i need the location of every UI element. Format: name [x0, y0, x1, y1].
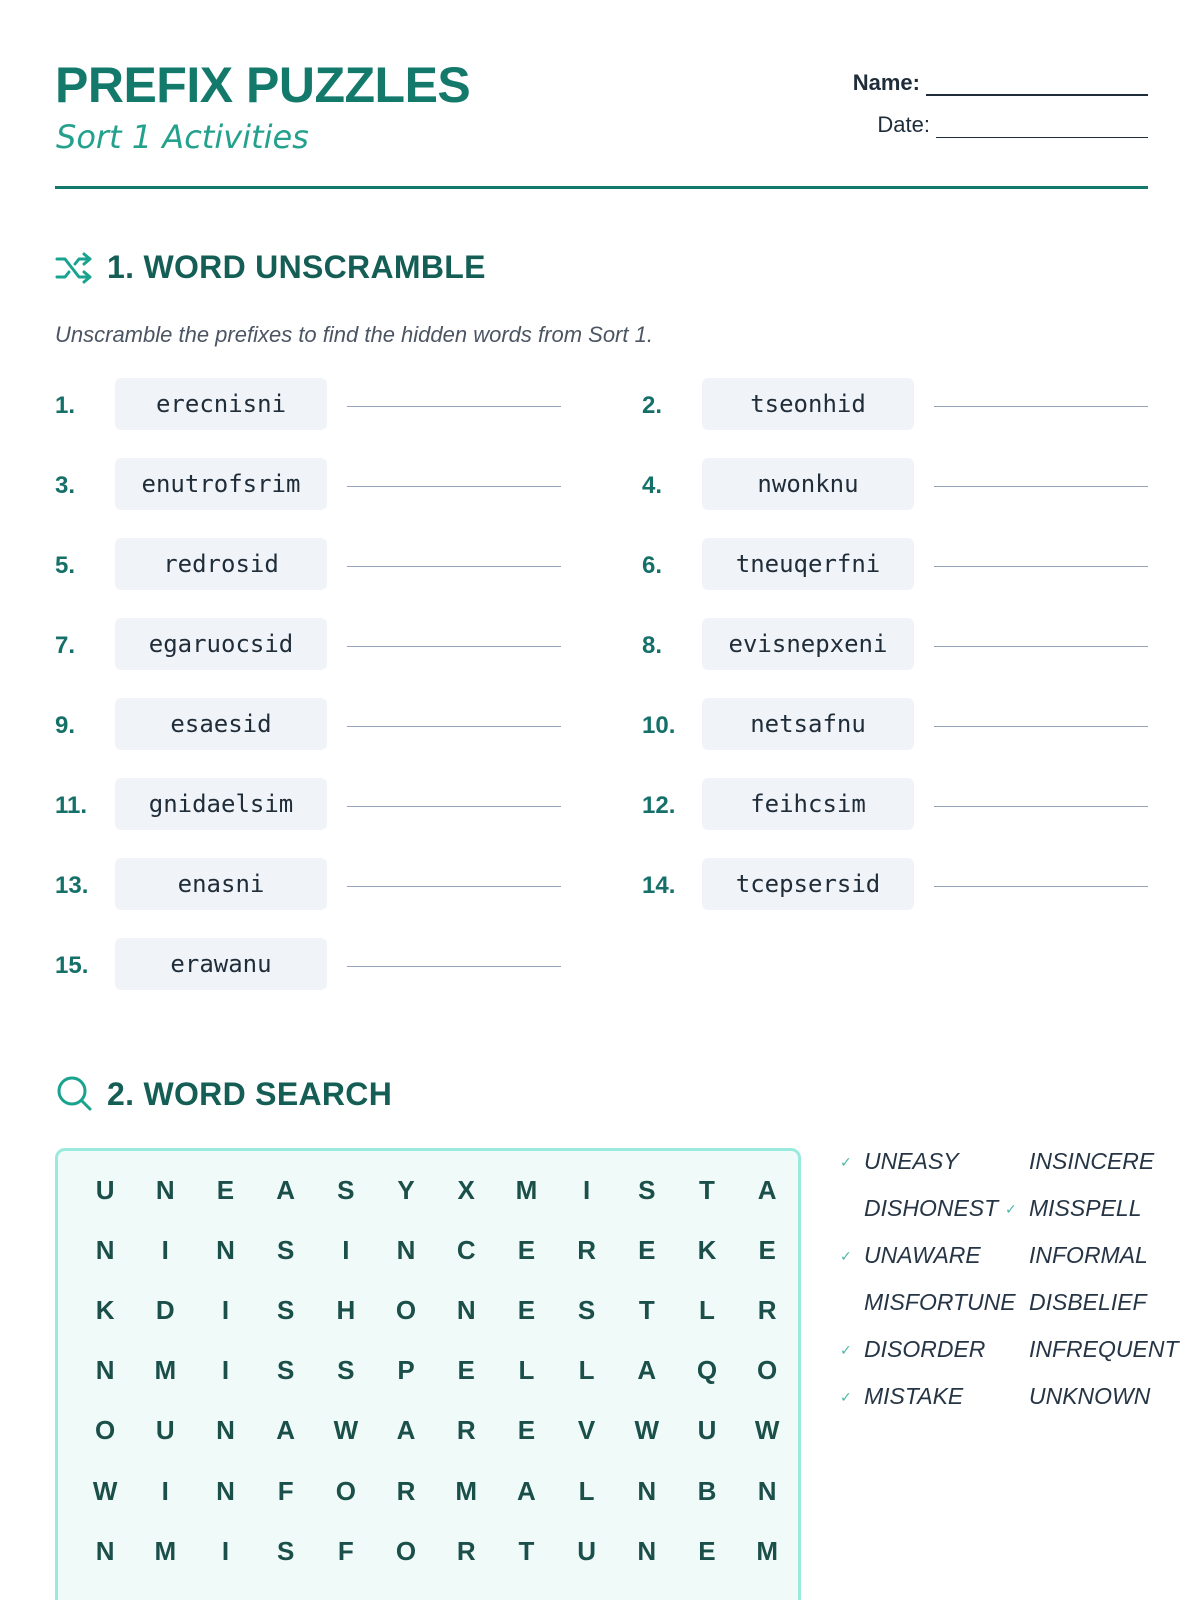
grid-cell[interactable]: Y [397, 1174, 415, 1205]
word-list-item [1005, 1148, 1154, 1175]
item-number: 11. [55, 792, 88, 819]
grid-cell[interactable]: I [221, 1294, 230, 1325]
grid-cell[interactable]: P [397, 1355, 415, 1386]
grid-cell[interactable]: C [456, 1234, 476, 1265]
word-list-word: UNAWARE [864, 1242, 981, 1268]
date-blank[interactable] [936, 118, 1148, 138]
item-number: 4. [642, 472, 663, 499]
grid-cell[interactable]: A [276, 1174, 296, 1205]
grid-cell[interactable]: A [276, 1415, 296, 1446]
grid-cell[interactable]: U [95, 1174, 115, 1205]
grid-cell[interactable]: E [216, 1174, 235, 1205]
grid-cell[interactable]: M [154, 1355, 177, 1386]
scrambled-word: erecnisni [115, 378, 327, 430]
word-list-word: MISTAKE [864, 1383, 964, 1409]
date-label: Date: [877, 112, 930, 137]
grid-cell[interactable]: Q [696, 1355, 718, 1386]
grid-cell[interactable]: N [95, 1234, 115, 1265]
grid-cell[interactable]: E [638, 1234, 656, 1265]
grid-cell[interactable]: L [518, 1355, 535, 1386]
grid-cell[interactable]: S [337, 1174, 355, 1205]
section-heading: 2. WORD SEARCH [107, 1075, 393, 1112]
date-field[interactable] [877, 112, 1148, 138]
search-icon [55, 1074, 95, 1114]
grid-cell[interactable]: O [335, 1475, 356, 1506]
grid-cell[interactable]: N [95, 1355, 115, 1386]
scrambled-word: redrosid [115, 538, 327, 590]
grid-cell[interactable]: E [457, 1355, 475, 1386]
item-number: 14. [642, 872, 676, 899]
grid-cell[interactable]: F [337, 1535, 354, 1566]
word-list-word: DISHONEST [864, 1195, 999, 1221]
word-list-word: MISFORTUNE [864, 1289, 1016, 1315]
check-icon: ✓ [840, 1247, 852, 1264]
answer-blank[interactable] [934, 806, 1148, 807]
grid-cell[interactable]: S [276, 1234, 295, 1265]
grid-cell[interactable]: A [517, 1475, 536, 1506]
unscramble-item [642, 378, 1162, 430]
grid-cell[interactable]: D [155, 1294, 175, 1325]
unchecked-icon [1005, 1342, 1021, 1358]
unscramble-item [55, 858, 575, 910]
unchecked-icon [840, 1201, 856, 1217]
grid-cell[interactable]: N [637, 1535, 657, 1566]
scrambled-word: tseonhid [702, 378, 914, 430]
unchecked-icon [1005, 1248, 1021, 1264]
grid-cell[interactable]: R [456, 1535, 476, 1566]
grid-cell[interactable]: N [757, 1475, 777, 1506]
word-list-row [855, 1289, 1180, 1336]
word-list-item [840, 1383, 963, 1410]
grid-cell[interactable]: A [757, 1174, 777, 1205]
answer-blank[interactable] [347, 966, 561, 967]
word-list-item [1005, 1195, 1142, 1222]
word-list-item [1005, 1242, 1148, 1269]
unscramble-item [642, 858, 1162, 910]
word-list-item [1005, 1383, 1150, 1410]
unchecked-icon [1005, 1389, 1021, 1405]
grid-cell[interactable]: O [395, 1294, 417, 1325]
item-number: 1. [55, 392, 76, 419]
word-list-word: MISSPELL [1029, 1195, 1142, 1221]
item-number: 15. [55, 952, 89, 979]
scrambled-word: esaesid [115, 698, 327, 750]
scrambled-word: gnidaelsim [115, 778, 327, 830]
answer-blank[interactable] [347, 566, 561, 567]
scrambled-word: tneuqerfni [702, 538, 914, 590]
grid-cell[interactable]: S [337, 1355, 355, 1386]
grid-cell[interactable]: M [756, 1535, 778, 1566]
unscramble-item [55, 618, 575, 670]
grid-cell[interactable]: S [577, 1294, 596, 1325]
unscramble-item [642, 458, 1162, 510]
page-subtitle: Sort 1 Activities [56, 118, 309, 156]
grid-cell[interactable]: A [637, 1355, 657, 1386]
word-list-word: DISBELIEF [1029, 1289, 1147, 1315]
word-list-item [1005, 1289, 1147, 1316]
item-number: 8. [642, 632, 663, 659]
unscramble-item [55, 538, 575, 590]
scrambled-word: enasni [115, 858, 327, 910]
unscramble-item [55, 378, 575, 430]
unscramble-item [55, 938, 575, 990]
word-search-grid [75, 1169, 797, 1590]
grid-cell[interactable]: S [276, 1535, 295, 1566]
unscramble-item [642, 778, 1162, 830]
check-icon: ✓ [1005, 1200, 1017, 1217]
word-list-item [1005, 1336, 1179, 1363]
grid-cell[interactable]: O [757, 1355, 778, 1386]
item-number: 7. [55, 632, 76, 659]
check-icon: ✓ [840, 1153, 852, 1170]
item-number: 12. [642, 792, 676, 819]
scrambled-word: netsafnu [702, 698, 914, 750]
grid-cell[interactable]: F [277, 1475, 294, 1506]
grid-cell[interactable]: W [634, 1415, 660, 1446]
word-list-item [840, 1336, 985, 1363]
word-list-word: DISORDER [864, 1336, 986, 1362]
section-word-search-heading [55, 1074, 392, 1114]
word-list-item [840, 1195, 998, 1222]
word-list [840, 1148, 1180, 1430]
grid-cell[interactable]: U [155, 1415, 175, 1446]
grid-cell[interactable]: S [276, 1294, 295, 1325]
grid-cell[interactable]: R [577, 1234, 596, 1265]
answer-blank[interactable] [934, 486, 1148, 487]
grid-cell[interactable]: S [638, 1174, 656, 1205]
word-list-word: INFORMAL [1029, 1242, 1148, 1268]
name-field[interactable] [853, 70, 1148, 96]
grid-cell[interactable]: H [336, 1294, 356, 1325]
grid-cell[interactable]: N [216, 1234, 235, 1265]
word-list-word: INSINCERE [1029, 1148, 1155, 1174]
grid-cell[interactable]: I [342, 1234, 350, 1265]
answer-blank[interactable] [347, 406, 561, 407]
item-number: 10. [642, 712, 676, 739]
word-list-word: UNKNOWN [1029, 1383, 1151, 1409]
grid-cell[interactable]: E [517, 1294, 536, 1325]
item-number: 9. [55, 712, 76, 739]
grid-cell[interactable]: X [457, 1174, 475, 1205]
grid-cell[interactable]: B [697, 1475, 717, 1506]
unscramble-item [55, 698, 575, 750]
section-word-unscramble-heading [55, 247, 486, 287]
grid-cell[interactable]: N [456, 1294, 476, 1325]
grid-cell[interactable]: W [333, 1415, 359, 1446]
grid-cell[interactable]: N [95, 1535, 115, 1566]
grid-cell[interactable]: U [697, 1415, 717, 1446]
page-title: PREFIX PUZZLES [55, 57, 471, 113]
scrambled-word: evisnepxeni [702, 618, 914, 670]
grid-cell[interactable]: M [154, 1535, 177, 1566]
shuffle-icon [55, 247, 95, 287]
grid-cell[interactable]: T [638, 1294, 655, 1325]
word-list-row [840, 1383, 1180, 1430]
grid-cell[interactable]: N [216, 1475, 235, 1506]
check-icon: ✓ [840, 1341, 852, 1358]
grid-cell[interactable]: E [758, 1234, 776, 1265]
scrambled-word: egaruocsid [115, 618, 327, 670]
grid-cell[interactable]: I [161, 1234, 169, 1265]
word-list-word: UNEASY [864, 1148, 959, 1174]
answer-blank[interactable] [347, 646, 561, 647]
grid-cell[interactable]: O [395, 1535, 417, 1566]
grid-cell[interactable]: M [455, 1475, 478, 1506]
unscramble-item [642, 538, 1162, 590]
item-number: 6. [642, 552, 663, 579]
header-divider [55, 186, 1148, 189]
grid-cell[interactable]: A [396, 1415, 416, 1446]
grid-cell[interactable]: L [699, 1294, 715, 1325]
answer-blank[interactable] [347, 886, 561, 887]
grid-cell[interactable]: K [95, 1294, 115, 1325]
grid-cell[interactable]: E [698, 1535, 716, 1566]
unscramble-item [642, 698, 1162, 750]
scrambled-word: nwonknu [702, 458, 914, 510]
grid-cell[interactable]: V [577, 1415, 596, 1446]
grid-cell[interactable]: U [577, 1535, 596, 1566]
word-search-grid-box [55, 1148, 801, 1600]
word-list-item [840, 1242, 981, 1269]
answer-blank[interactable] [934, 886, 1148, 887]
word-list-row [840, 1242, 1180, 1289]
unchecked-icon [1005, 1154, 1021, 1170]
name-label: Name: [852, 70, 920, 95]
grid-cell[interactable]: L [578, 1355, 595, 1386]
unscramble-item [55, 778, 575, 830]
word-list-item [840, 1289, 1016, 1316]
grid-cell[interactable]: T [518, 1535, 535, 1566]
grid-cell[interactable]: R [396, 1475, 416, 1506]
word-list-word: INFREQUENT [1029, 1336, 1179, 1362]
grid-cell[interactable]: R [757, 1294, 777, 1325]
answer-blank[interactable] [347, 726, 561, 727]
grid-cell[interactable]: I [161, 1475, 169, 1506]
page-header [55, 52, 1148, 190]
instructions: Unscramble the prefixes to find the hidden words from Sort 1. [55, 322, 653, 347]
scrambled-word: feihcsim [702, 778, 914, 830]
grid-cell[interactable]: O [94, 1415, 116, 1446]
answer-blank[interactable] [934, 566, 1148, 567]
grid-cell[interactable]: T [699, 1174, 715, 1205]
grid-cell[interactable]: L [578, 1475, 595, 1506]
answer-blank[interactable] [347, 806, 561, 807]
unchecked-icon [1005, 1295, 1021, 1311]
grid-cell[interactable]: K [697, 1234, 717, 1265]
answer-blank[interactable] [934, 646, 1148, 647]
grid-cell[interactable]: N [637, 1475, 657, 1506]
grid-cell[interactable]: E [517, 1234, 536, 1265]
unchecked-icon [840, 1295, 856, 1311]
name-blank[interactable] [926, 76, 1148, 96]
unscramble-item [642, 618, 1162, 670]
scrambled-word: enutrofsrim [115, 458, 327, 510]
check-icon: ✓ [840, 1388, 852, 1405]
grid-cell[interactable]: W [92, 1475, 118, 1506]
section-heading: 1. WORD UNSCRAMBLE [107, 248, 486, 285]
item-number: 2. [642, 392, 663, 419]
scrambled-word: tcepsersid [702, 858, 914, 910]
answer-blank[interactable] [934, 726, 1148, 727]
unscramble-item [55, 458, 575, 510]
scrambled-word: erawanu [115, 938, 327, 990]
grid-cell[interactable]: W [754, 1415, 780, 1446]
item-number: 5. [55, 552, 76, 579]
item-number: 3. [55, 472, 76, 499]
grid-cell[interactable]: N [155, 1174, 175, 1205]
word-list-row [855, 1195, 1180, 1242]
word-list-row [840, 1148, 1180, 1195]
grid-cell[interactable]: N [396, 1234, 416, 1265]
grid-cell[interactable]: E [517, 1415, 536, 1446]
grid-cell[interactable]: S [276, 1355, 295, 1386]
grid-cell[interactable]: N [216, 1415, 235, 1446]
grid-cell[interactable]: I [221, 1535, 230, 1566]
word-list-row [840, 1336, 1180, 1383]
grid-cell[interactable]: I [582, 1174, 591, 1205]
answer-blank[interactable] [347, 486, 561, 487]
grid-cell[interactable]: I [221, 1355, 230, 1386]
word-list-item [840, 1148, 959, 1175]
grid-cell[interactable]: M [515, 1174, 538, 1205]
item-number: 13. [55, 872, 89, 899]
answer-blank[interactable] [934, 406, 1148, 407]
grid-cell[interactable]: R [456, 1415, 476, 1446]
